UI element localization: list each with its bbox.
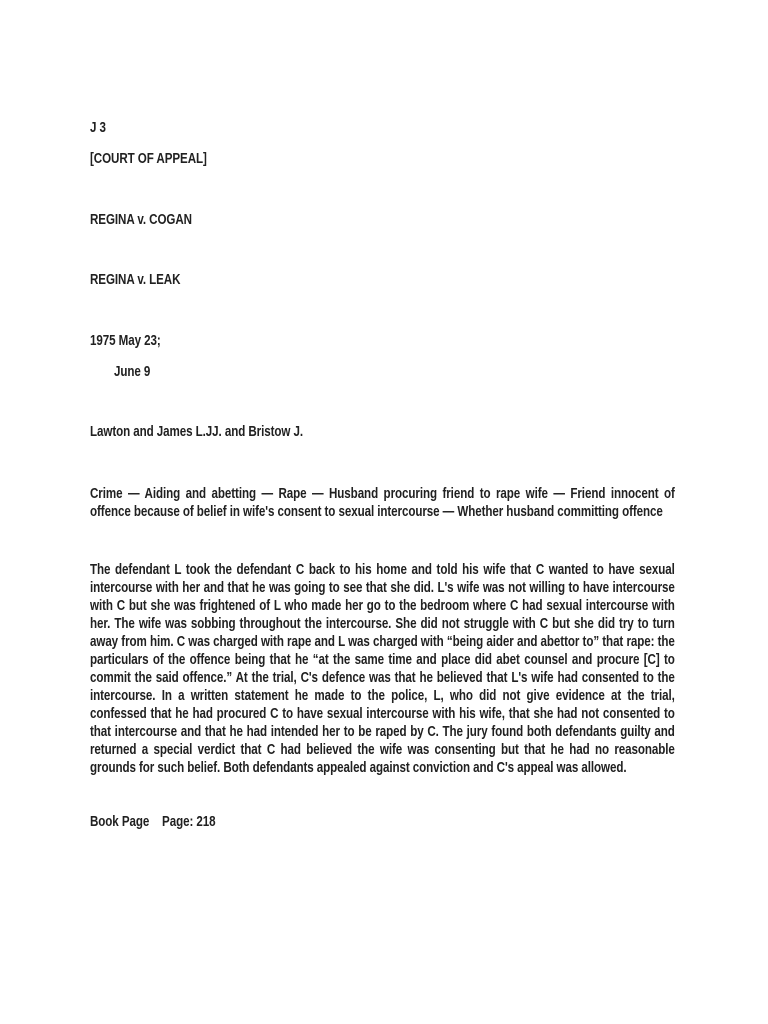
court-name: [COURT OF APPEAL]: [90, 151, 207, 167]
page-number: Page: 218: [162, 814, 216, 830]
document-content: [90, 119, 675, 832]
case-reference-number: J 3: [90, 120, 106, 136]
judges-names: Lawton and James L.JJ. and Bristow J.: [90, 424, 303, 440]
book-page-gap: [149, 813, 162, 832]
hearing-date-june: June 9: [114, 364, 151, 380]
hearing-date-may: 1975 May 23;: [90, 333, 161, 349]
book-page-row: [90, 813, 675, 832]
case-title-regina-v-cogan: REGINA v. COGAN: [90, 212, 192, 228]
headnote-paragraph: The defendant L took the defendant C back to his home and told his wife that C wanted to have sexual intercourse with her and that he was going to see that she did. L's wife was not willing to have intercourse with C but she was frightened of L who made her go to the bedroom where C had sexual intercourse with her. The wife was sobbing throughout the intercourse. She did not struggle with C but she did try to turn away from him. C was charged with rape and L was charged with “being aider and abettor to” that rape: the particulars of the offence being that he “at the same time and place did abet counsel and procure [C] to commit the said offence.” At the trial, C's defence was that he believed that L's wife had consented to the intercourse. In a written statement he made to the police, L, who did not give evidence at the trial, confessed that he had procured C to have sexual intercourse with his wife, that she had not consented to that intercourse and that he had intended her to be raped by C. The jury found both defendants guilty and returned a special verdict that C had believed the wife was consenting but that he had no reasonable grounds for such belief. Both defendants appealed against conviction and C's appeal was allowed.: [90, 562, 675, 776]
catchwords-paragraph: Crime — Aiding and abetting — Rape — Husband procuring friend to rape wife — Friend innocent of offence because of belief in wife's consent to sexual intercourse — Whether husband committing offence: [90, 486, 675, 520]
case-title-regina-v-leak: REGINA v. LEAK: [90, 272, 181, 288]
book-page-label: Book Page: [90, 814, 150, 830]
